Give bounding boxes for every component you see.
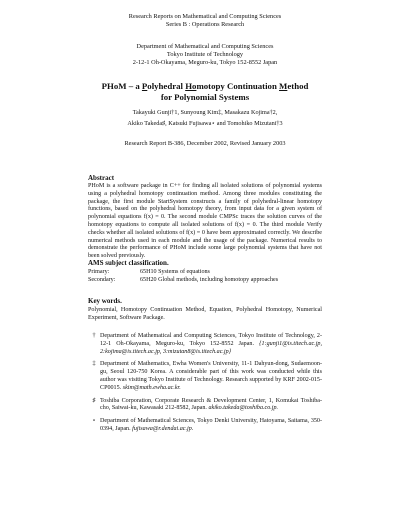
footnote-mark: ⋆ <box>92 418 96 425</box>
title-line2: for Polynomial Systems <box>160 91 250 102</box>
authors-line2: Akiko Takeda♯, Katsuki Fujisawa⋆ and Tomohiko Mizutani†3 <box>127 119 283 127</box>
ams-secondary-label: Secondary: <box>88 276 116 283</box>
footnote-email: akiko.takeda@toshiba.co.jp. <box>208 405 279 412</box>
abstract-text: PHoM is a software package in C++ for finding all isolated solutions of polynomial systems using a polyhedral homotopy continuation method. Among three modules constituting the package, the first module StartSystem constructs a family of polyhedral-linear homotopy functions, based on the polyhedral homotopy theory, from input data for a given system of polynomial equations f(x) = 0. The second module CMPSc traces the solution curves of the homotopy equations to compute all isolated solutions of f(x) = 0. The third module Verify checks whether all isolated solutions of f(x) = 0 have been approximated correctly. We describe numerical methods used in each module and the usage of the package. Numerical results to demonstrate the performance of PHoM include some large polynomial systems that have not been solved previously. <box>88 183 322 260</box>
ams-heading: AMS subject classification. <box>88 259 169 267</box>
ams-primary-value: 65H10 Systems of equations <box>140 269 210 275</box>
report-number: Research Report B-386, December 2002, Revised January 2003 <box>124 140 286 147</box>
department-line2: Tokyo Institute of Technology <box>166 51 244 59</box>
department-line1: Department of Mathematical and Computing Sciences <box>136 43 274 50</box>
footnote <box>88 333 322 356</box>
footnote-text: Toshiba Corporation, Corporate Research & Development Center, 1, Komukai Toshiba-cho, Saiwai-ku, Kawasaki 212-8582, Japan. <box>100 397 322 412</box>
authors-line1: Takayuki Gunji†1, Sunyoung Kim‡, Masakazu Kojima†2, <box>132 109 278 116</box>
ams-classification <box>88 269 322 285</box>
footnote-mark: † <box>92 333 96 339</box>
ams-secondary-value: 65H20 Global methods, including homotopy approaches <box>140 276 279 283</box>
series-header <box>88 13 322 29</box>
series-header-line1: Research Reports on Mathematical and Computing Sciences <box>128 13 282 20</box>
footnote <box>88 361 322 392</box>
abstract-heading: Abstract <box>88 174 115 182</box>
department-address <box>88 43 322 68</box>
footnote-text: Department of Mathematical Sciences, Tokyo Denki University, Hatoyama, Saitama, 350-0394, Japan. <box>100 418 322 432</box>
footnote-email: skim@math.ewha.ac.kr. <box>122 384 181 391</box>
footnote-mark: ‡ <box>92 361 96 368</box>
keywords-heading: Key words. <box>88 297 122 305</box>
department-line3: 2-12-1 Oh-Okayama, Meguro-ku, Tokyo 152-8552 Japan <box>132 59 278 67</box>
footnote-email: fujisawa@r.dendai.ac.jp. <box>132 425 194 432</box>
author-list <box>88 108 322 130</box>
footnote-email: {1:gunji1@is.titech.ac.jp, 2:kojima@is.titech.ac.jp, 3:mizutan8@is.titech.ac.jp} <box>100 340 322 355</box>
ams-primary-label: Primary: <box>88 269 110 275</box>
footnote <box>88 418 322 434</box>
title-line1: PHoM – a Polyhedral Homotopy Continuation Method <box>101 81 309 91</box>
keywords-text: Polynomial, Homotopy Continuation Method, Equation, Polyhedral Homotopy, Numerical Experiment, Software Package. <box>88 307 322 321</box>
footnote-mark: ♯ <box>92 397 96 404</box>
footnotes <box>88 333 322 439</box>
paper-title <box>88 81 322 102</box>
footnote-text: Department of Mathematics, Ewha Women's University, 11-1 Dahyun-dong, Sudaemoon-gu, Seoul 120-750 Korea. A considerable part of this work was conducted while this author was visiting Tokyo Institute of Technology. Research supported by KRF 2002-015-CP0015. <box>100 361 322 391</box>
series-header-line2: Series B : Operations Research <box>165 21 245 29</box>
footnote-text: Department of Mathematical and Computing Sciences, Tokyo Institute of Technology, 2-12-1 Oh-Okayama, Meguro-ku, Tokyo 152-8552 Japan. <box>100 333 322 347</box>
footnote <box>88 398 322 414</box>
